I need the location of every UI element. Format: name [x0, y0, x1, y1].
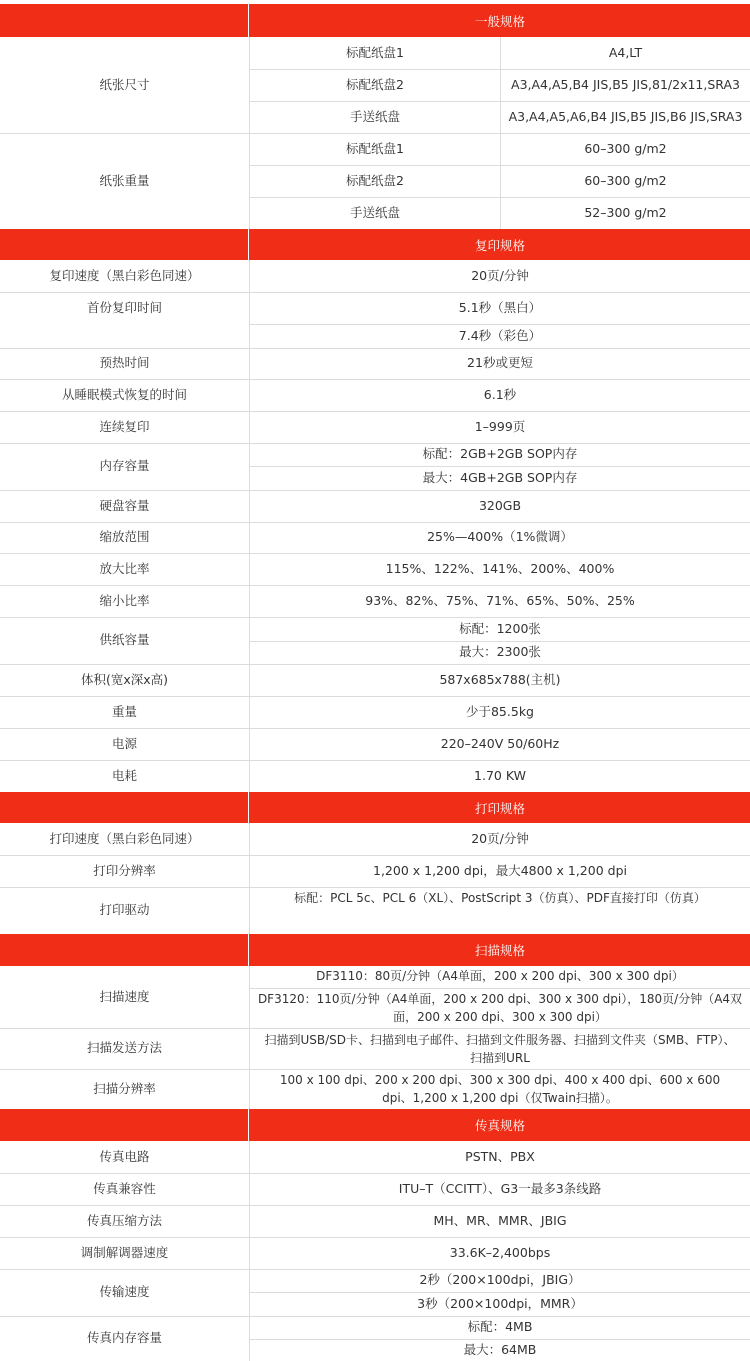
spec-label: 打印驱动 [99, 902, 150, 918]
section-title-copy: 复印规格 [474, 237, 525, 253]
spec-value: A3,A4,A5,A6,B4 JIS,B5 JIS,B6 JIS,SRA3 [508, 108, 743, 124]
spec-label: 调制解调器速度 [80, 1244, 169, 1260]
spec-value-2: 最大：64MB [463, 1341, 537, 1357]
section-header-print [0, 792, 750, 823]
section-title-print: 打印规格 [474, 800, 525, 816]
spec-value: 1,200 x 1,200 dpi，最大4800 x 1,200 dpi [373, 862, 627, 878]
spec-value: MH、MR、MMR、JBIG [433, 1212, 567, 1228]
section-header-general [0, 4, 750, 37]
spec-value: 1.70 KW [474, 767, 526, 783]
spec-value: 93%、82%、75%、71%、65%、50%、25% [365, 592, 635, 608]
spec-label: 扫描分辨率 [93, 1080, 156, 1096]
spec-label: 扫描发送方法 [86, 1040, 162, 1056]
section-header-scan [0, 934, 750, 966]
spec-value: 6.1秒 [483, 386, 517, 402]
spec-label: 缩小比率 [99, 592, 150, 608]
spec-value: 320GB [478, 497, 522, 513]
section-header-fax [0, 1109, 750, 1141]
spec-label: 放大比率 [99, 560, 150, 576]
spec-value: 标配：4MB [467, 1319, 533, 1335]
spec-value: 20页/分钟 [471, 267, 529, 283]
spec-label: 扫描速度 [99, 988, 150, 1004]
spec-value-2: 最大：4GB+2GB SOP内存 [422, 469, 578, 485]
spec-sublabel: 标配纸盘1 [346, 44, 404, 60]
spec-value: 标配：2GB+2GB SOP内存 [422, 446, 578, 462]
spec-value-2: 最大：2300张 [459, 644, 541, 660]
spec-label: 打印分辨率 [93, 862, 156, 878]
spec-value: 25%—400%（1%微调） [427, 529, 573, 545]
spec-value-2: 7.4秒（彩色） [458, 327, 542, 343]
spec-label: 体积(宽x深x高) [80, 671, 169, 687]
spec-value: 20页/分钟 [471, 830, 529, 846]
spec-label: 硬盘容量 [99, 497, 150, 513]
spec-label: 电耗 [111, 767, 137, 783]
spec-value: 标配：PCL 5c、PCL 6（XL）、PostScript 3（仿真）、PDF直接打印（仿真） [294, 891, 706, 906]
spec-value: 5.1秒（黑白） [458, 299, 542, 315]
spec-value: 100 x 100 dpi、200 x 200 dpi、300 x 300 dpi、400 x 400 dpi、600 x 600 dpi、1,200 x 1,200 dpi（仅Twain扫描）。 [279, 1073, 721, 1105]
spec-value: 52–300 g/m2 [584, 204, 667, 220]
section-title-general: 一般规格 [474, 13, 525, 29]
spec-label: 电源 [111, 735, 137, 751]
spec-label: 内存容量 [99, 458, 150, 474]
spec-value-2: 3秒（200×100dpi，MMR） [417, 1295, 583, 1311]
spec-value: 33.6K–2,400bps [449, 1244, 551, 1260]
spec-label: 传真压缩方法 [86, 1212, 162, 1228]
spec-value: 115%、122%、141%、200%、400% [385, 560, 615, 576]
section-title-scan: 扫描规格 [474, 943, 525, 958]
spec-value: 1–999页 [474, 418, 526, 434]
spec-sublabel: 标配纸盘2 [346, 76, 404, 92]
spec-value: PSTN、PBX [465, 1148, 535, 1164]
spec-label: 纸张尺寸 [99, 76, 150, 92]
spec-sublabel: 标配纸盘2 [346, 172, 404, 188]
spec-label: 缩放范围 [99, 529, 150, 545]
spec-value: A3,A4,A5,B4 JIS,B5 JIS,81/2x11,SRA3 [511, 76, 740, 92]
spec-value: 扫描到USB/SD卡、扫描到电子邮件、扫描到文件服务器、扫描到文件夹（SMB、FTP）、扫描到URL [264, 1032, 736, 1065]
spec-sublabel: 手送纸盘 [349, 108, 400, 124]
spec-value: A4,LT [608, 44, 643, 60]
spec-value: DF3110：80页/分钟（A4单面，200 x 200 dpi、300 x 300 dpi） [316, 969, 684, 984]
spec-label: 重量 [111, 703, 137, 719]
spec-value: 587x685x788(主机) [439, 671, 561, 687]
spec-sublabel: 手送纸盘 [349, 204, 400, 220]
spec-label: 传真电路 [99, 1148, 150, 1164]
spec-value-2: DF3120：110页/分钟（A4单面，200 x 200 dpi、300 x 300 dpi），180页/分钟（A4双面，200 x 200 dpi、300 x 300 dpi） [257, 992, 743, 1024]
spec-value: 60–300 g/m2 [584, 172, 667, 188]
spec-value: 2秒（200×100dpi，JBIG） [419, 1272, 581, 1288]
spec-label: 纸张重量 [99, 172, 150, 188]
spec-sublabel: 标配纸盘1 [346, 140, 404, 156]
section-title-fax: 传真规格 [474, 1118, 525, 1133]
section-header-copy [0, 229, 750, 260]
spec-label: 打印速度（黑白彩色同速） [49, 830, 200, 846]
spec-value: ITU–T（CCITT）、G3一最多3条线路 [398, 1180, 602, 1196]
spec-label: 首份复印时间 [86, 299, 162, 315]
spec-label: 传真内存容量 [86, 1330, 162, 1346]
spec-label: 连续复印 [99, 418, 150, 434]
spec-label: 从睡眠模式恢复的时间 [61, 386, 187, 402]
spec-value: 标配：1200张 [459, 620, 541, 636]
spec-value: 少于85.5kg [465, 703, 534, 719]
spec-value: 220–240V 50/60Hz [440, 735, 560, 751]
spec-label: 复印速度（黑白彩色同速） [49, 267, 200, 283]
spec-label: 供纸容量 [99, 632, 150, 648]
spec-label: 传输速度 [99, 1284, 150, 1300]
spec-label: 预热时间 [99, 355, 150, 371]
spec-value: 60–300 g/m2 [584, 140, 667, 156]
spec-label: 传真兼容性 [93, 1180, 156, 1196]
spec-value: 21秒或更短 [467, 355, 533, 371]
